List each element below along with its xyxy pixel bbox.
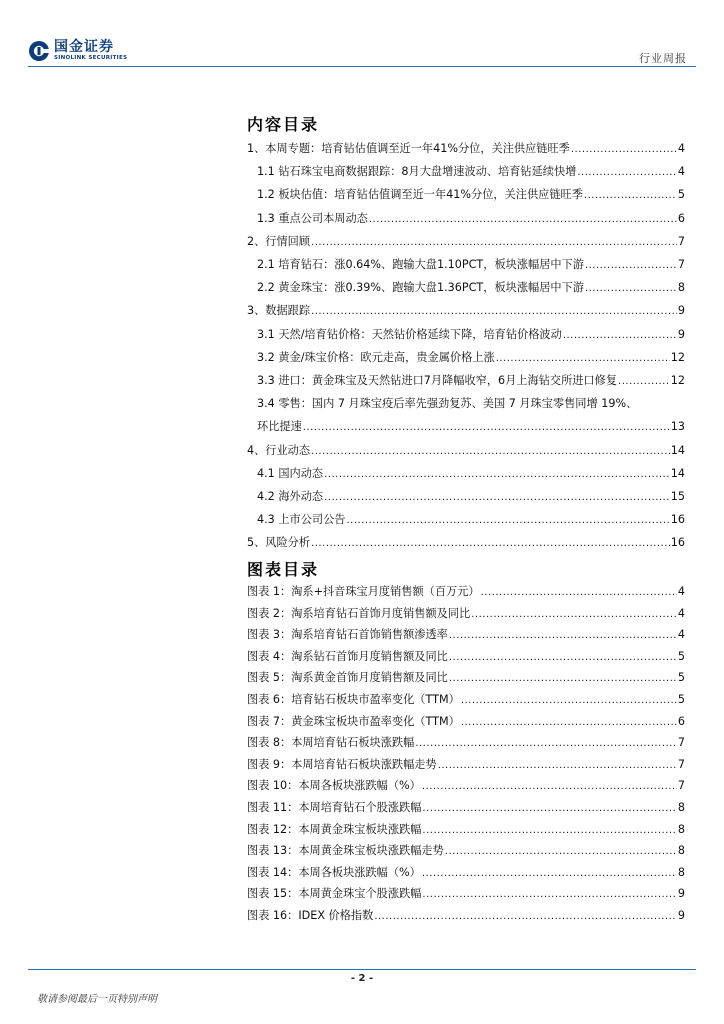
toc-entry[interactable] [247, 649, 685, 665]
toc-leader-dots [571, 143, 677, 157]
toc-entry[interactable] [247, 535, 685, 551]
disclaimer: 敬请参阅最后一页特别声明 [37, 994, 157, 1005]
toc-entry[interactable] [247, 778, 685, 794]
toc-entry[interactable] [257, 512, 685, 528]
footer-divider [28, 969, 696, 970]
toc-leader-dots [585, 259, 677, 273]
brand-name-en: SINOLINK SECURITIES [54, 55, 128, 62]
toc-entry-title: 图表 2：淘系培育钻石首饰月度销售额及同比 [247, 606, 471, 620]
toc-leader-dots [438, 759, 677, 773]
toc-leader-dots [461, 694, 677, 708]
toc-entry[interactable] [247, 584, 685, 600]
toc-entry-title: 图表 10：本周各板块涨跌幅（%） [247, 779, 421, 793]
toc-entry[interactable] [247, 606, 685, 622]
toc-entry-page: 4 [677, 165, 685, 179]
sinolink-logo-icon [28, 40, 50, 62]
toc-entry[interactable] [257, 187, 685, 203]
toc-entry-page: 16 [670, 536, 685, 550]
toc-entry[interactable] [247, 627, 685, 643]
toc-entry[interactable] [247, 908, 685, 924]
toc-entry[interactable] [257, 489, 685, 505]
toc-leader-dots [481, 586, 677, 600]
toc-entry-page: 9 [677, 909, 685, 922]
toc-entry-page: 12 [670, 350, 685, 364]
toc-entry-page: 4 [677, 606, 685, 620]
toc-entry-title: 图表 6：培育钻石板块市盈率变化（TTM） [247, 693, 460, 706]
toc-entry[interactable] [247, 843, 685, 859]
toc-leader-dots [311, 305, 677, 319]
toc-entry[interactable] [257, 419, 685, 435]
toc-leader-dots [445, 845, 677, 859]
toc-leader-dots [563, 329, 677, 343]
toc-entry[interactable] [257, 280, 685, 296]
toc-entry-page: 8 [677, 844, 685, 858]
toc-leader-dots [422, 888, 676, 902]
toc-entry-title: 3、数据跟踪 [247, 304, 311, 318]
toc-leader-dots [422, 824, 676, 838]
toc-entry-title: 图表 15：本周黄金珠宝个股涨跌幅 [247, 887, 422, 901]
toc-entry-page: 7 [677, 779, 685, 793]
toc-leader-dots [618, 375, 670, 389]
toc-entry-page: 9 [677, 887, 685, 901]
toc-entry-title: 图表 9：本周培育钻石板块涨跌幅走势 [247, 757, 437, 771]
toc-leader-dots [303, 421, 670, 435]
toc-entry-title: 图表 4：淘系钻石首饰月度销售额及同比 [247, 649, 448, 663]
toc-entry-page: 9 [677, 304, 685, 318]
toc-leader-dots [449, 672, 677, 686]
toc-leader-dots [422, 867, 677, 881]
toc-leader-dots [461, 716, 677, 730]
toc-entry-title: 2.1 培育钻石：涨0.64%、跑输大盘1.10PCT，板块涨幅居中下游 [257, 258, 584, 271]
toc-entry[interactable] [247, 886, 685, 902]
company-logo [28, 40, 127, 62]
toc-entry[interactable] [257, 164, 685, 180]
page-header [0, 0, 724, 70]
toc-entry-page: 6 [677, 714, 685, 728]
toc-entry[interactable] [247, 670, 685, 686]
toc-entry[interactable] [257, 257, 685, 273]
toc-entry-page: 14 [670, 443, 685, 457]
toc-entry[interactable] [247, 714, 685, 730]
figures-title: 图表目录 [247, 560, 320, 579]
toc-entry-title: 图表 8：本周培育钻石板块涨跌幅 [247, 736, 415, 750]
toc-entry-title: 1.2 板块估值：培育钻估值调至近一年41%分位，关注供应链旺季 [257, 188, 583, 202]
toc-entry-title: 4.3 上市公司公告 [257, 513, 346, 527]
toc-entry-title: 图表 14：本周各板块涨跌幅（%） [247, 865, 421, 879]
toc-entry-page: 7 [677, 258, 685, 271]
toc-entry-page: 7 [677, 736, 685, 750]
toc-entry-page: 16 [670, 513, 685, 527]
toc-entry-page: 4 [677, 142, 685, 155]
toc-entry[interactable] [257, 396, 685, 412]
toc-entry-page: 4 [677, 628, 685, 642]
toc-entry[interactable] [257, 327, 685, 343]
toc-entry-title: 3.1 天然/培育钻价格：天然钻价格延续下降，培育钻价格波动 [257, 327, 562, 341]
toc-entry-title: 4、行业动态 [247, 443, 311, 457]
toc-entry[interactable] [247, 141, 685, 157]
toc-entry-page: 5 [677, 649, 685, 663]
toc-entry[interactable] [257, 466, 685, 482]
toc-entry-page: 8 [677, 822, 685, 836]
toc-entry-title: 图表 11：本周培育钻石个股涨跌幅 [247, 801, 422, 814]
toc-entry-page: 7 [677, 234, 685, 248]
toc-entry[interactable] [247, 735, 685, 751]
toc-entry-title: 环比提速 [257, 420, 302, 434]
toc-entry-title: 1.1 钻石珠宝电商数据跟踪：8月大盘增速波动、培育钻延续快增 [257, 165, 577, 179]
toc-entry-page: 4 [677, 585, 685, 598]
toc-entry-title: 5、风险分析 [247, 536, 311, 550]
toc-entry[interactable] [257, 350, 685, 366]
toc-entry-page: 7 [677, 757, 685, 771]
toc-entry-title: 图表 5：淘系黄金首饰月度销售额及同比 [247, 671, 448, 685]
toc-leader-dots [496, 352, 670, 366]
toc-entry-title: 图表 13：本周黄金珠宝板块涨跌幅走势 [247, 844, 444, 858]
toc-leader-dots [585, 282, 677, 296]
toc-entry-page: 8 [677, 865, 685, 879]
toc-entry-title: 图表 3：淘系培育钻石首饰销售额渗透率 [247, 628, 448, 642]
toc-entry-page: 5 [677, 188, 685, 202]
toc-entry-title: 3.2 黄金/珠宝价格：欧元走高，贵金属价格上涨 [257, 350, 495, 364]
report-type: 行业周报 [639, 52, 687, 65]
toc-leader-dots [415, 737, 677, 751]
toc-entry-page: 12 [670, 374, 685, 387]
toc-leader-dots [449, 629, 677, 643]
toc-entry-title: 1.3 重点公司本周动态 [257, 211, 368, 225]
toc-entry-page: 8 [677, 801, 685, 814]
toc-entry[interactable] [247, 443, 685, 459]
toc-entry-title: 1、本周专题：培育钻估值调至近一年41%分位，关注供应链旺季 [247, 142, 570, 155]
toc-entry-title: 3.3 进口：黄金珠宝及天然钻进口7月降幅收窄，6月上海钻交所进口修复 [257, 374, 618, 387]
toc-leader-dots [449, 651, 677, 665]
toc-leader-dots [369, 213, 677, 227]
toc-leader-dots [324, 491, 670, 505]
toc-entry-page: 13 [670, 420, 685, 434]
page-number: - 2 - [350, 973, 374, 984]
toc-leader-dots [471, 608, 677, 622]
toc-leader-dots [346, 514, 669, 528]
header-divider [28, 66, 696, 67]
toc-entry[interactable] [257, 373, 685, 389]
toc-leader-dots [584, 189, 677, 203]
toc-leader-dots [374, 910, 677, 924]
toc-entry-title: 2、行情回顾 [247, 234, 311, 248]
toc-leader-dots [422, 780, 677, 794]
toc-entry[interactable] [247, 865, 685, 881]
toc-leader-dots [311, 445, 670, 459]
toc-leader-dots [311, 537, 670, 551]
toc-entry-title: 4.2 海外动态 [257, 490, 324, 503]
toc-entry-page: 9 [677, 327, 685, 341]
toc-entry-title: 图表 7：黄金珠宝板块市盈率变化（TTM） [247, 714, 460, 728]
toc-leader-dots [311, 236, 677, 250]
toc-entry-title: 图表 16：IDEX 价格指数 [247, 909, 374, 922]
toc-entry-page: 6 [677, 211, 685, 225]
toc-entry-title: 2.2 黄金珠宝：涨0.39%、跑输大盘1.36PCT，板块涨幅居中下游 [257, 281, 584, 295]
toc-entry-page: 5 [677, 671, 685, 685]
toc-entry-page: 15 [670, 490, 685, 503]
toc-entry[interactable] [247, 303, 685, 319]
toc-leader-dots [422, 802, 676, 816]
toc-entry[interactable] [257, 211, 685, 227]
toc-entry-page: 8 [677, 281, 685, 295]
toc-entry-title: 图表 1：淘系+抖音珠宝月度销售额（百万元） [247, 585, 480, 598]
contents-title: 内容目录 [247, 115, 320, 134]
toc-entry-title: 4.1 国内动态 [257, 466, 324, 480]
toc-leader-dots [324, 468, 670, 482]
toc-entry-page: 14 [670, 466, 685, 480]
toc-entry[interactable] [247, 757, 685, 773]
toc-entry-title: 3.4 零售：国内 7 月珠宝疫后率先强劲复苏、美国 7 月珠宝零售同增 19%、 [257, 397, 638, 411]
toc-entry-title: 图表 12：本周黄金珠宝板块涨跌幅 [247, 822, 422, 836]
toc-entry[interactable] [247, 692, 685, 708]
toc-entry[interactable] [247, 800, 685, 816]
toc-entry-page: 5 [677, 693, 685, 706]
toc-entry[interactable] [247, 822, 685, 838]
toc-entry[interactable] [247, 234, 685, 250]
toc-leader-dots [577, 166, 677, 180]
brand-name-cn: 国金证券 [54, 39, 114, 56]
